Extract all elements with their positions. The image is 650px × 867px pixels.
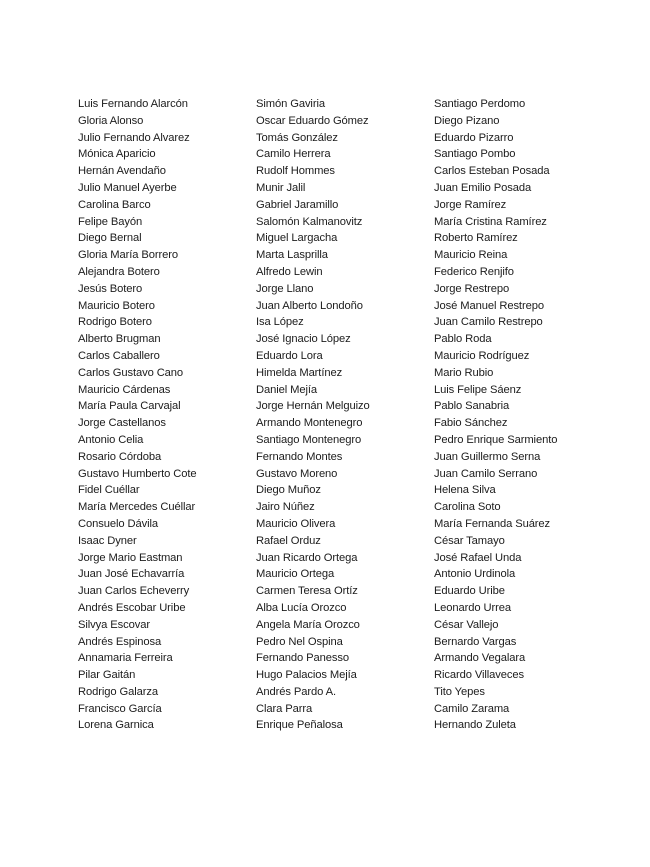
name-list-item: Mauricio Botero: [78, 299, 155, 312]
name-list-item: María Cristina Ramírez: [434, 215, 547, 228]
name-list-item: Carlos Caballero: [78, 349, 160, 362]
name-list-item: Bernardo Vargas: [434, 635, 517, 648]
name-list-item: Diego Pizano: [434, 114, 500, 127]
name-list-item: Gabriel Jaramillo: [256, 198, 339, 211]
name-list-item: Camilo Zarama: [434, 702, 510, 715]
name-list-item: Tomás González: [256, 131, 338, 144]
name-list-item: Carmen Teresa Ortíz: [256, 585, 358, 598]
name-list-item: Angela María Orozco: [256, 618, 360, 631]
name-list-item: Santiago Montenegro: [256, 433, 362, 446]
name-list-item: Isaac Dyner: [78, 534, 137, 547]
name-list-item: José Ignacio López: [256, 333, 351, 346]
name-list-item: Julio Manuel Ayerbe: [78, 181, 177, 194]
name-list-item: Jesús Botero: [78, 282, 143, 295]
name-list-item: Eduardo Lora: [256, 349, 323, 362]
name-list-item: Hernando Zuleta: [434, 719, 516, 732]
name-list-item: Gustavo Humberto Cote: [78, 467, 197, 480]
name-list-item: Camilo Herrera: [256, 148, 331, 161]
name-list-item: Juan Ricardo Ortega: [256, 551, 358, 564]
name-list-item: Alfredo Lewin: [256, 265, 323, 278]
name-list-item: Annamaria Ferreira: [78, 652, 173, 665]
name-list-item: Silvya Escovar: [78, 618, 150, 631]
name-list-item: Andrés Espinosa: [78, 635, 162, 648]
name-list-item: Diego Muñoz: [256, 484, 321, 497]
name-list-item: Luis Fernando Alarcón: [78, 98, 188, 110]
name-list-item: Fernando Panesso: [256, 652, 349, 665]
name-list-item: Diego Bernal: [78, 232, 142, 245]
name-list-item: Jorge Hernán Melguizo: [256, 400, 370, 413]
name-list-item: Mauricio Cárdenas: [78, 383, 171, 396]
name-list-item: Armando Vegalara: [434, 652, 526, 665]
name-list-item: Rudolf Hommes: [256, 165, 335, 178]
name-list-item: José Manuel Restrepo: [434, 299, 544, 312]
name-list-item: Felipe Bayón: [78, 215, 143, 228]
name-list-item: Francisco García: [78, 702, 162, 715]
name-list-item: Mauricio Ortega: [256, 568, 335, 581]
name-list-item: César Vallejo: [434, 618, 499, 631]
name-list-item: Marta Lasprilla: [256, 249, 328, 262]
name-list-item: Miguel Largacha: [256, 232, 338, 245]
name-list-item: César Tamayo: [434, 534, 505, 547]
name-list-item: Juan Camilo Restrepo: [434, 316, 543, 329]
name-list-item: Roberto Ramírez: [434, 232, 518, 245]
names-column-2: [256, 96, 370, 734]
name-list-item: Himelda Martínez: [256, 366, 343, 379]
name-list-item: Jorge Restrepo: [434, 282, 510, 295]
name-list-item: Carlos Esteban Posada: [434, 165, 550, 178]
name-list-item: Consuelo Dávila: [78, 517, 158, 530]
name-list-item: Pablo Sanabria: [434, 400, 510, 413]
name-list-item: Armando Montenegro: [256, 417, 363, 430]
name-list-item: Salomón Kalmanovitz: [256, 215, 363, 228]
name-list-item: Jorge Castellanos: [78, 417, 166, 430]
name-list-item: Carolina Barco: [78, 198, 151, 211]
name-list-item: Eduardo Pizarro: [434, 131, 514, 144]
name-list-item: Santiago Pombo: [434, 148, 516, 161]
name-list-item: Federico Renjifo: [434, 265, 514, 278]
name-list-item: Simón Gaviria: [256, 98, 325, 110]
name-list-item: Santiago Perdomo: [434, 98, 526, 110]
name-list-item: Julio Fernando Alvarez: [78, 131, 190, 144]
name-list-item: Fernando Montes: [256, 450, 343, 463]
name-list-item: Fidel Cuéllar: [78, 484, 140, 497]
name-list-item: Alba Lucía Orozco: [256, 601, 347, 614]
names-column-3: [434, 96, 557, 734]
name-list-item: Pablo Roda: [434, 333, 492, 346]
name-list-item: Mauricio Reina: [434, 249, 508, 262]
name-list-item: Jairo Núñez: [256, 501, 315, 514]
name-list-item: María Mercedes Cuéllar: [78, 501, 196, 514]
name-list-item: Helena Silva: [434, 484, 496, 497]
name-list-item: Gloria María Borrero: [78, 249, 178, 262]
name-list-item: Jorge Ramírez: [434, 198, 507, 211]
name-list-item: Tito Yepes: [434, 685, 485, 698]
name-list-item: Oscar Eduardo Gómez: [256, 114, 369, 127]
name-list-item: Andrés Escobar Uribe: [78, 601, 186, 614]
name-list-item: Andrés Pardo A.: [256, 685, 336, 698]
name-list-item: Gustavo Moreno: [256, 467, 338, 480]
name-list-item: Mario Rubio: [434, 366, 494, 379]
name-list-item: Rodrigo Botero: [78, 316, 152, 329]
name-list-item: Carlos Gustavo Cano: [78, 366, 184, 379]
name-list-item: Juan José Echavarría: [78, 568, 185, 581]
name-list-item: Juan Guillermo Serna: [434, 450, 541, 463]
name-list-item: Alejandra Botero: [78, 265, 160, 278]
name-list-item: Eduardo Uribe: [434, 585, 505, 598]
name-list-item: Juan Emilio Posada: [434, 181, 532, 194]
name-list-item: Gloria Alonso: [78, 114, 144, 127]
name-list-item: Fabio Sánchez: [434, 417, 508, 430]
name-list-item: Rodrigo Galarza: [78, 685, 158, 698]
name-list-item: Isa López: [256, 316, 304, 329]
name-list-item: Antonio Urdinola: [434, 568, 516, 581]
name-list-item: Pilar Gaitán: [78, 669, 136, 682]
name-list-item: María Fernanda Suárez: [434, 517, 551, 530]
name-list-item: Juan Carlos Echeverry: [78, 585, 190, 598]
name-list-item: Lorena Garnica: [78, 719, 154, 732]
name-list-item: Clara Parra: [256, 702, 313, 715]
name-list-item: Hugo Palacios Mejía: [256, 669, 357, 682]
name-list-item: María Paula Carvajal: [78, 400, 181, 413]
name-list-item: Daniel Mejía: [256, 383, 317, 396]
name-list-item: Mónica Aparicio: [78, 148, 156, 161]
name-list-item: Hernán Avendaño: [78, 165, 166, 178]
name-list-item: Jorge Mario Eastman: [78, 551, 183, 564]
name-list-item: Ricardo Villaveces: [434, 669, 525, 682]
name-list-item: Juan Camilo Serrano: [434, 467, 538, 480]
name-list-item: José Rafael Unda: [434, 551, 522, 564]
name-list-item: Pedro Enrique Sarmiento: [434, 433, 558, 446]
name-list-item: Alberto Brugman: [78, 333, 161, 346]
name-list-item: Mauricio Rodríguez: [434, 349, 530, 362]
name-list-item: Mauricio Olivera: [256, 517, 336, 530]
name-list-item: Juan Alberto Londoño: [256, 299, 363, 312]
name-list-item: Antonio Celia: [78, 433, 144, 446]
name-list-item: Luis Felipe Sáenz: [434, 383, 522, 396]
names-column-1: [78, 96, 197, 734]
name-list-item: Rosario Córdoba: [78, 450, 162, 463]
name-list-item: Jorge Llano: [256, 282, 314, 295]
name-list-item: Leonardo Urrea: [434, 601, 511, 614]
name-list-item: Carolina Soto: [434, 501, 501, 514]
name-list-item: Pedro Nel Ospina: [256, 635, 343, 648]
name-list-item: Munir Jalil: [256, 181, 306, 194]
name-list-item: Enrique Peñalosa: [256, 719, 343, 732]
name-list-item: Rafael Orduz: [256, 534, 321, 547]
